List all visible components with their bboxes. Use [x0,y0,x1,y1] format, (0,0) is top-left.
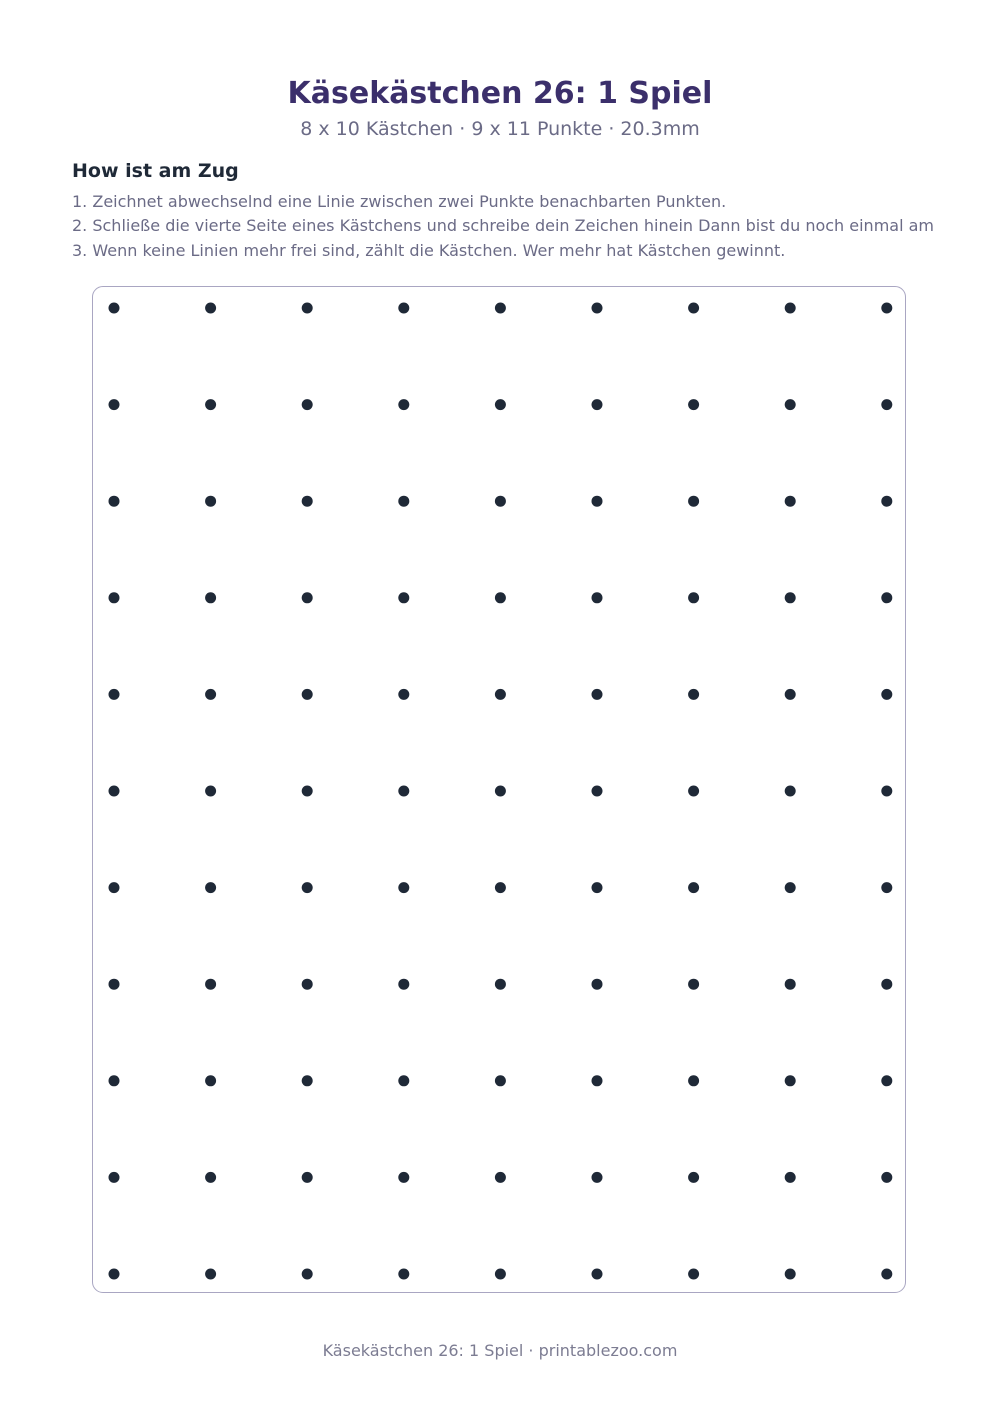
grid-dot [302,399,313,410]
grid-dot [398,1075,409,1086]
grid-dot [688,689,699,700]
grid-dot [592,882,603,893]
grid-dot [398,496,409,507]
grid-dot [398,1269,409,1280]
grid-dot [302,496,313,507]
grid-dot [495,1172,506,1183]
grid-dot [495,592,506,603]
grid-dot [495,979,506,990]
grid-dot [205,1075,216,1086]
grid-dot [881,786,892,797]
grid-dot [398,303,409,314]
grid-dot [688,882,699,893]
grid-dot [495,496,506,507]
grid-dot [398,979,409,990]
grid-dot [109,979,120,990]
grid-dot [495,882,506,893]
grid-dot [398,1172,409,1183]
grid-dot [881,592,892,603]
grid-dot [109,689,120,700]
grid-dot [785,399,796,410]
grid-dot [495,689,506,700]
dot-grid [93,287,904,1291]
grid-dot [398,592,409,603]
grid-dot [785,1075,796,1086]
grid-dot [688,1269,699,1280]
grid-dot [688,1075,699,1086]
grid-dot [205,882,216,893]
grid-dot [109,399,120,410]
grid-dot [495,303,506,314]
grid-dot [881,1075,892,1086]
grid-dot [688,303,699,314]
grid-dot [302,786,313,797]
rule-item-1: 1. Zeichnet abwechselnd eine Linie zwischen zwei Punkte benachbarten Punkten. [72,192,727,211]
grid-dot [688,979,699,990]
grid-dot [785,786,796,797]
grid-dot [302,303,313,314]
grid-dot [592,1269,603,1280]
grid-dot [109,786,120,797]
grid-dot [109,303,120,314]
game-board [92,286,906,1293]
grid-dot [592,399,603,410]
grid-dot [592,786,603,797]
grid-dot [592,592,603,603]
grid-dot [205,1172,216,1183]
grid-dot [785,882,796,893]
grid-dot [495,786,506,797]
grid-dot [785,1269,796,1280]
grid-dot [592,303,603,314]
grid-dot [109,1269,120,1280]
grid-dot [592,1075,603,1086]
grid-dot [785,592,796,603]
grid-dot [881,689,892,700]
grid-dot [688,592,699,603]
grid-dot [881,979,892,990]
grid-dot [398,786,409,797]
grid-dot [688,399,699,410]
grid-dot [205,496,216,507]
grid-dot [302,882,313,893]
grid-dot [205,1269,216,1280]
page-subtitle: 8 x 10 Kästchen · 9 x 11 Punkte · 20.3mm [300,118,700,140]
grid-dot [881,303,892,314]
grid-dot [302,1075,313,1086]
grid-dot [205,303,216,314]
grid-dot [302,689,313,700]
grid-dot [688,496,699,507]
grid-dot [398,399,409,410]
grid-dot [302,979,313,990]
rule-item-2: 2. Schließe die vierte Seite eines Kästchens und schreibe dein Zeichen hinein Dann bist du noch einmal am [72,216,935,235]
grid-dot [592,689,603,700]
grid-dot [881,496,892,507]
grid-dot [109,1075,120,1086]
grid-dot [205,979,216,990]
grid-dot [785,689,796,700]
grid-dot [302,1269,313,1280]
grid-dot [109,592,120,603]
page-footer: Käsekästchen 26: 1 Spiel · printablezoo.com [322,1341,678,1360]
grid-dot [785,979,796,990]
grid-dot [302,1172,313,1183]
grid-dot [398,882,409,893]
grid-dot [881,1269,892,1280]
rule-item-3: 3. Wenn keine Linien mehr frei sind, zählt die Kästchen. Wer mehr hat Kästchen gewinnt. [72,241,786,260]
grid-dot [495,1075,506,1086]
rules-heading: How ist am Zug [72,160,239,182]
grid-dot [109,1172,120,1183]
grid-dot [881,399,892,410]
grid-dot [881,882,892,893]
grid-dot [205,592,216,603]
grid-dot [205,689,216,700]
grid-dot [785,496,796,507]
grid-dot [881,1172,892,1183]
grid-dot [495,1269,506,1280]
page-title: Käsekästchen 26: 1 Spiel [287,76,713,111]
grid-dot [688,1172,699,1183]
grid-dot [592,979,603,990]
grid-dot [592,496,603,507]
grid-dot [109,496,120,507]
grid-dot [205,786,216,797]
grid-dot [205,399,216,410]
grid-dot [109,882,120,893]
grid-dot [592,1172,603,1183]
grid-dot [785,1172,796,1183]
grid-dot [495,399,506,410]
grid-dot [688,786,699,797]
grid-dot [302,592,313,603]
grid-dot [785,303,796,314]
grid-dot [398,689,409,700]
